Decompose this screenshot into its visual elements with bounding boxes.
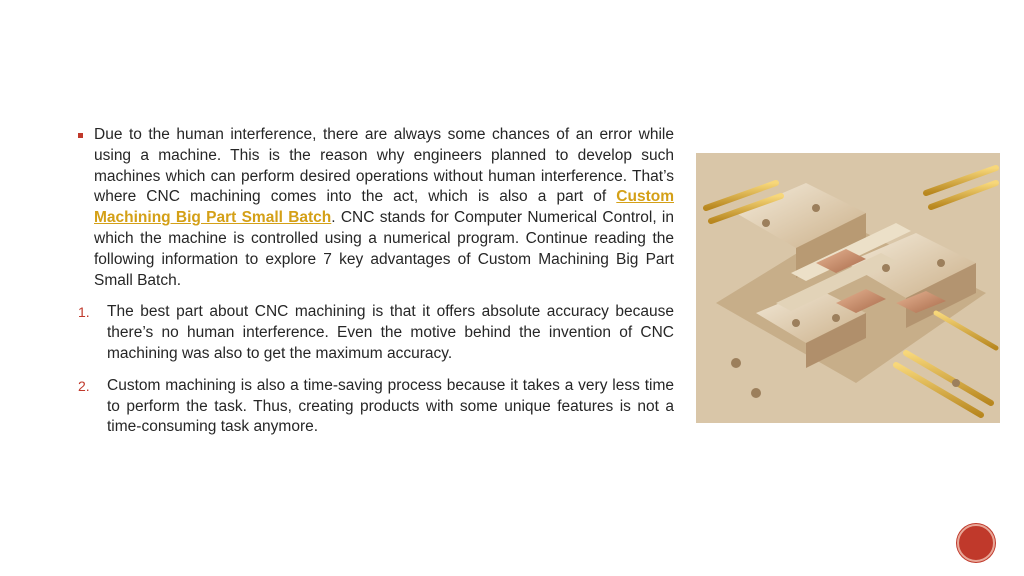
square-bullet-icon (78, 133, 83, 138)
list-item-number: 2. (78, 377, 90, 394)
list-item (76, 302, 674, 364)
cnc-parts-illustration (696, 153, 1000, 423)
custom-machining-link[interactable]: Custom Machining Big Part Small Batch (94, 188, 674, 227)
slide-body (76, 125, 674, 449)
list-item-number: 1. (78, 304, 90, 321)
list-item-text: Custom machining is also a time-saving process because it takes a very less time to perform the task. Thus, creating products with some unique features is not a time-consuming task anymore. (107, 376, 674, 436)
cnc-machined-parts-photo (696, 153, 1000, 423)
intro-text-before-link: Due to the human interference, there are always some chances of an error while using a machine. This is the reason why engineers planned to develop such machines which can perform desired operations without human interference. That’s where CNC machining comes into the act, which is also a part of (94, 126, 674, 206)
intro-text-after-link: . CNC stands for Computer Numerical Control, in which the machine is controlled using a numerical program. Continue reading the following information to explore 7 key advantages of Custom Machining Big Part Small Batch. (94, 209, 674, 289)
list-item-text: The best part about CNC machining is that it offers absolute accuracy because there’s no human interference. Even the motive behind the invention of CNC machining was also to get the maximum accuracy. (107, 303, 674, 362)
list-item (76, 376, 674, 438)
intro-paragraph (76, 125, 674, 291)
page-number-badge (957, 524, 995, 562)
